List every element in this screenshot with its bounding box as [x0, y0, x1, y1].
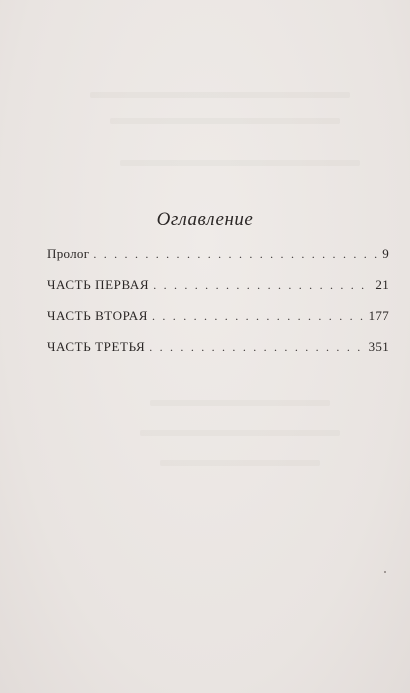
toc-entry-part-two[interactable] [47, 308, 389, 339]
toc-dot-leader [93, 247, 378, 262]
toc-entry-page: 351 [368, 339, 389, 354]
toc-entry-part-one[interactable] [47, 277, 389, 308]
toc-entry-page: 9 [382, 246, 389, 261]
toc-dot-leader [153, 278, 371, 293]
show-through-line [150, 400, 330, 406]
toc-entry-label: ЧАСТЬ ПЕРВАЯ [47, 277, 150, 292]
toc-entry-label: Пролог [47, 246, 90, 261]
show-through-line [140, 430, 340, 436]
toc-entry-part-three[interactable] [47, 339, 389, 370]
show-through-line [160, 460, 320, 466]
toc-entry-label: ЧАСТЬ ТРЕТЬЯ [47, 339, 146, 354]
show-through-line [120, 160, 360, 166]
paper-speck [384, 571, 386, 573]
toc-entry-label: ЧАСТЬ ВТОРАЯ [47, 308, 148, 323]
table-of-contents [47, 246, 389, 370]
toc-entry-prologue[interactable] [47, 246, 389, 277]
show-through-line [110, 118, 340, 124]
toc-title: Оглавление [156, 209, 254, 230]
toc-dot-leader [152, 309, 365, 324]
toc-dot-leader [149, 340, 364, 355]
show-through-line [90, 92, 350, 98]
toc-entry-page: 177 [368, 308, 389, 323]
toc-entry-page: 21 [375, 277, 389, 292]
